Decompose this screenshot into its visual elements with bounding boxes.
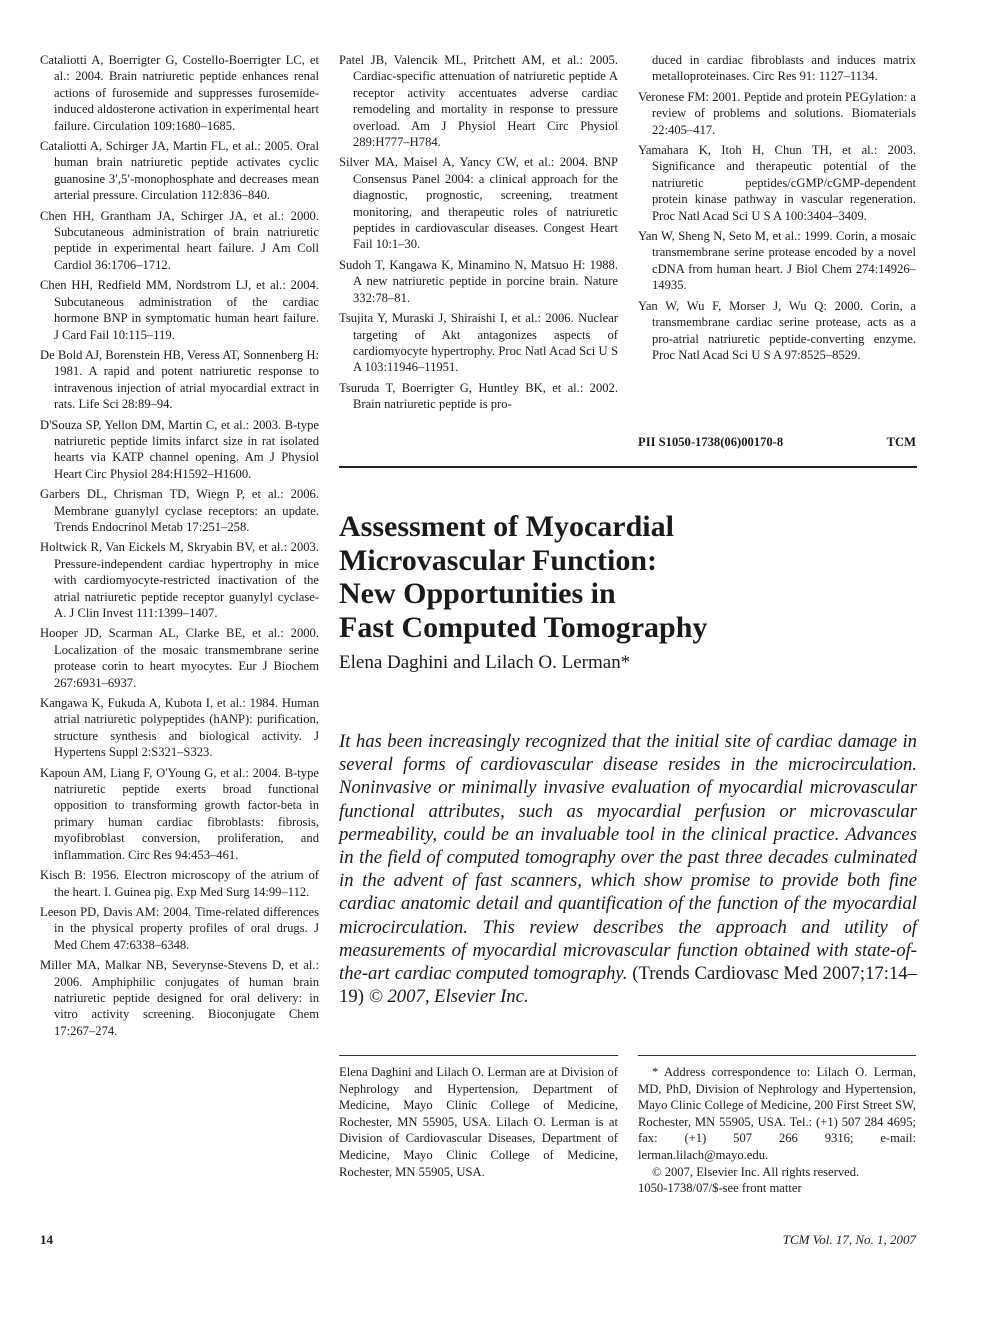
abstract-citation: (Trends Cardiovasc Med 2007;17:14–19) bbox=[339, 963, 917, 1008]
reference-item: Holtwick R, Van Eickels M, Skryabin BV, et al.: 2003. Pressure-independent cardiac hypertrophy in mice with cardiomyocyte-restricted inactivation of the atrial natriuretic peptide receptor guanylyl cyclase-A. J Clin Invest 111:1399–1407. bbox=[40, 540, 319, 620]
correspondence-address: * Address correspondence to: Lilach O. Lerman, MD, PhD, Division of Nephrology and Hypertension, Mayo Clinic College of Medicine, 200 First Street SW, Rochester, MN 55905, USA. Tel.: (+1) 507 284 4695; fax: (+1) 507 266 9316; e-mail: lerman.lilach@mayo.edu. bbox=[638, 1065, 916, 1162]
pii-code: PII S1050-1738(06)00170-8 bbox=[638, 435, 784, 449]
article-abstract bbox=[339, 730, 917, 1008]
reference-item: Silver MA, Maisel A, Yancy CW, et al.: 2004. BNP Consensus Panel 2004: a clinical approach for the diagnostic, prognostic, screening, treatment monitoring, and therapeutic roles of natriuretic peptides in cardiovascular diseases. Congest Heart Fail 10:1–30. bbox=[339, 155, 618, 252]
reference-item: D'Souza SP, Yellon DM, Martin C, et al.: 2003. B-type natriuretic peptide limits infarct size in rat isolated hearts via KATP channel opening. Am J Physiol Heart Circ Physiol 284:H1592–H1600. bbox=[40, 417, 319, 481]
reference-item: Cataliotti A, Schirger JA, Martin FL, et al.: 2005. Oral human brain natriuretic peptide activates cyclic guanosine 3′,5′-monophosphate and decreases mean arterial pressure. Circulation 112:836–840. bbox=[40, 139, 319, 203]
reference-column-2 bbox=[339, 52, 618, 417]
reference-item: Tsujita Y, Muraski J, Shiraishi I, et al.: 2006. Nuclear targeting of Akt antagonizes aspects of cardiomyocyte hypertrophy. Proc Natl Acad Sci U S A 103:11946–11951. bbox=[339, 311, 618, 375]
abstract-text: It has been increasingly recognized that the initial site of cardiac damage in several forms of cardiovascular disease resides in the microcirculation. Noninvasive or minimally invasive evaluation of myocardial microvascular functional attributes, such as myocardial perfusion or microvascular permeability, could be an invaluable tool in the clinical practice. Advances in the field of computed tomography over the past three decades culminated in the advent of fast scanners, which show promise to provide both fine cardiac anatomic detail and quantification of the function of the myocardial microcirculation. This review describes the approach and utility of measurements of myocardial microvascular function obtained with state-of-the-art cardiac computed tomography. bbox=[339, 731, 917, 985]
reference-continuation: duced in cardiac fibroblasts and induces matrix metalloproteinases. Circ Res 91: 1127–1134. bbox=[652, 53, 916, 84]
reference-item: Yan W, Wu F, Morser J, Wu Q: 2000. Corin, a transmembrane cardiac serine protease, acts as a pro-atrial natriuretic peptide-converting enzyme. Proc Natl Acad Sci U S A 97:8525–8529. bbox=[638, 298, 916, 362]
journal-abbrev: TCM bbox=[886, 435, 916, 449]
reference-item: Kangawa K, Fukuda A, Kubota I, et al.: 1984. Human atrial natriuretic polypeptides (hANP): purification, structure synthesis and biological activity. J Hypertens Suppl 2:S321–S323. bbox=[40, 696, 319, 760]
author-affiliation-note: Elena Daghini and Lilach O. Lerman are at Division of Nephrology and Hypertension, Department of Medicine, Mayo Clinic College of Medicine, Rochester, MN 55905, USA. Lilach O. Lerman is at Division of Cardiovascular Diseases, Department of Medicine, Mayo Clinic College of Medicine, Rochester, MN 55905, USA. bbox=[339, 1065, 618, 1179]
reference-item: Kapoun AM, Liang F, O'Young G, et al.: 2004. B-type natriuretic peptide exerts broad functional opposition to transforming growth factor-beta in primary human cardiac fibroblasts: fibrosis, myofibroblast conversion, proliferation, and inflammation. Circ Res 94:453–461. bbox=[40, 765, 319, 862]
copyright-note: © 2007, Elsevier Inc. All rights reserved. bbox=[652, 1164, 860, 1179]
abstract-copyright: © 2007, Elsevier Inc. bbox=[368, 986, 529, 1008]
reference-item: Patel JB, Valencik ML, Pritchett AM, et al.: 2005. Cardiac-specific attenuation of natriuretic peptide A receptor activity accentuates adverse cardiac remodeling and mortality in response to pressure overload. Am J Physiol Heart Circ Physiol 289:H777–H784. bbox=[339, 53, 618, 150]
reference-item: Sudoh T, Kangawa K, Minamino N, Matsuo H: 1988. A new natriuretic peptide in porcine brain. Nature 332:78–81. bbox=[339, 257, 618, 305]
journal-issue: TCM Vol. 17, No. 1, 2007 bbox=[782, 1232, 916, 1247]
reference-item: De Bold AJ, Borenstein HB, Veress AT, Sonnenberg H: 1981. A rapid and potent natriuretic response to intravenous injection of atrial myocardial extract in rats. Life Sci 28:89–94. bbox=[40, 347, 319, 412]
footnote-rule-left bbox=[339, 1055, 618, 1056]
reference-item: Veronese FM: 2001. Peptide and protein PEGylation: a review of problems and solutions. Biomaterials 22:405–417. bbox=[638, 89, 916, 137]
article-divider bbox=[339, 466, 917, 468]
reference-item: Cataliotti A, Boerrigter G, Costello-Boerrigter LC, et al.: 2004. Brain natriuretic peptide enhances renal actions of furosemide and suppresses furosemide-induced aldosterone activation in experimental heart failure. Circulation 109:1680–1685. bbox=[40, 53, 319, 133]
issn-note: 1050-1738/07/$-see front matter bbox=[638, 1181, 802, 1196]
reference-item: Chen HH, Redfield MM, Nordstrom LJ, et al.: 2004. Subcutaneous administration of the cardiac hormone BNP in symptomatic human heart failure. J Card Fail 10:115–119. bbox=[40, 278, 319, 342]
reference-item: Garbers DL, Chrisman TD, Wiegn P, et al.: 2006. Membrane guanylyl cyclase receptors: an update. Trends Endocrinol Metab 17:251–258. bbox=[40, 487, 319, 534]
page-number: 14 bbox=[40, 1232, 53, 1247]
reference-item: Hooper JD, Scarman AL, Clarke BE, et al.: 2000. Localization of the mosaic transmembrane serine protease corin to heart myocytes. Eur J Biochem 267:6931–6937. bbox=[40, 626, 319, 690]
reference-item: Kisch B: 1956. Electron microscopy of the atrium of the heart. I. Guinea pig. Exp Med Surg 14:99–112. bbox=[40, 868, 319, 899]
reference-column-1 bbox=[40, 52, 319, 1043]
reference-item: Leeson PD, Davis AM: 2004. Time-related differences in the physical property profiles of oral drugs. J Med Chem 47:6338–6348. bbox=[40, 904, 319, 952]
pii-line bbox=[638, 435, 916, 450]
article-authors: Elena Daghini and Lilach O. Lerman* bbox=[339, 652, 631, 673]
reference-item: Tsuruda T, Boerrigter G, Huntley BK, et al.: 2002. Brain natriuretic peptide is pro- bbox=[339, 380, 618, 412]
reference-item: Chen HH, Grantham JA, Schirger JA, et al.: 2000. Subcutaneous administration of brain natriuretic peptide in experimental heart failure. J Am Coll Cardiol 36:1706–1712. bbox=[40, 208, 319, 272]
footnote-rule-right bbox=[638, 1055, 916, 1056]
correspondence-note bbox=[638, 1064, 916, 1197]
reference-item: Miller MA, Malkar NB, Severynse-Stevens D, et al.: 2006. Amphiphilic conjugates of human brain natriuretic peptide designed for oral delivery: in vitro activity screening. Bioconjugate Chem 17:267–274. bbox=[40, 958, 319, 1038]
reference-item: Yamahara K, Itoh H, Chun TH, et al.: 2003. Significance and therapeutic potential of the natriuretic peptides/cGMP/cGMP-dependent protein kinase pathway in vascular regeneration. Proc Natl Acad Sci U S A 100:3404–3409. bbox=[638, 143, 916, 223]
reference-item: Yan W, Sheng N, Seto M, et al.: 1999. Corin, a mosaic transmembrane serine protease encoded by a novel cDNA from human heart. J Biol Chem 274:14926–14935. bbox=[638, 229, 916, 293]
reference-column-3 bbox=[638, 52, 916, 367]
article-title: Assessment of Myocardial Microvascular Function: New Opportunities in Fast Computed Tomography bbox=[339, 510, 708, 644]
